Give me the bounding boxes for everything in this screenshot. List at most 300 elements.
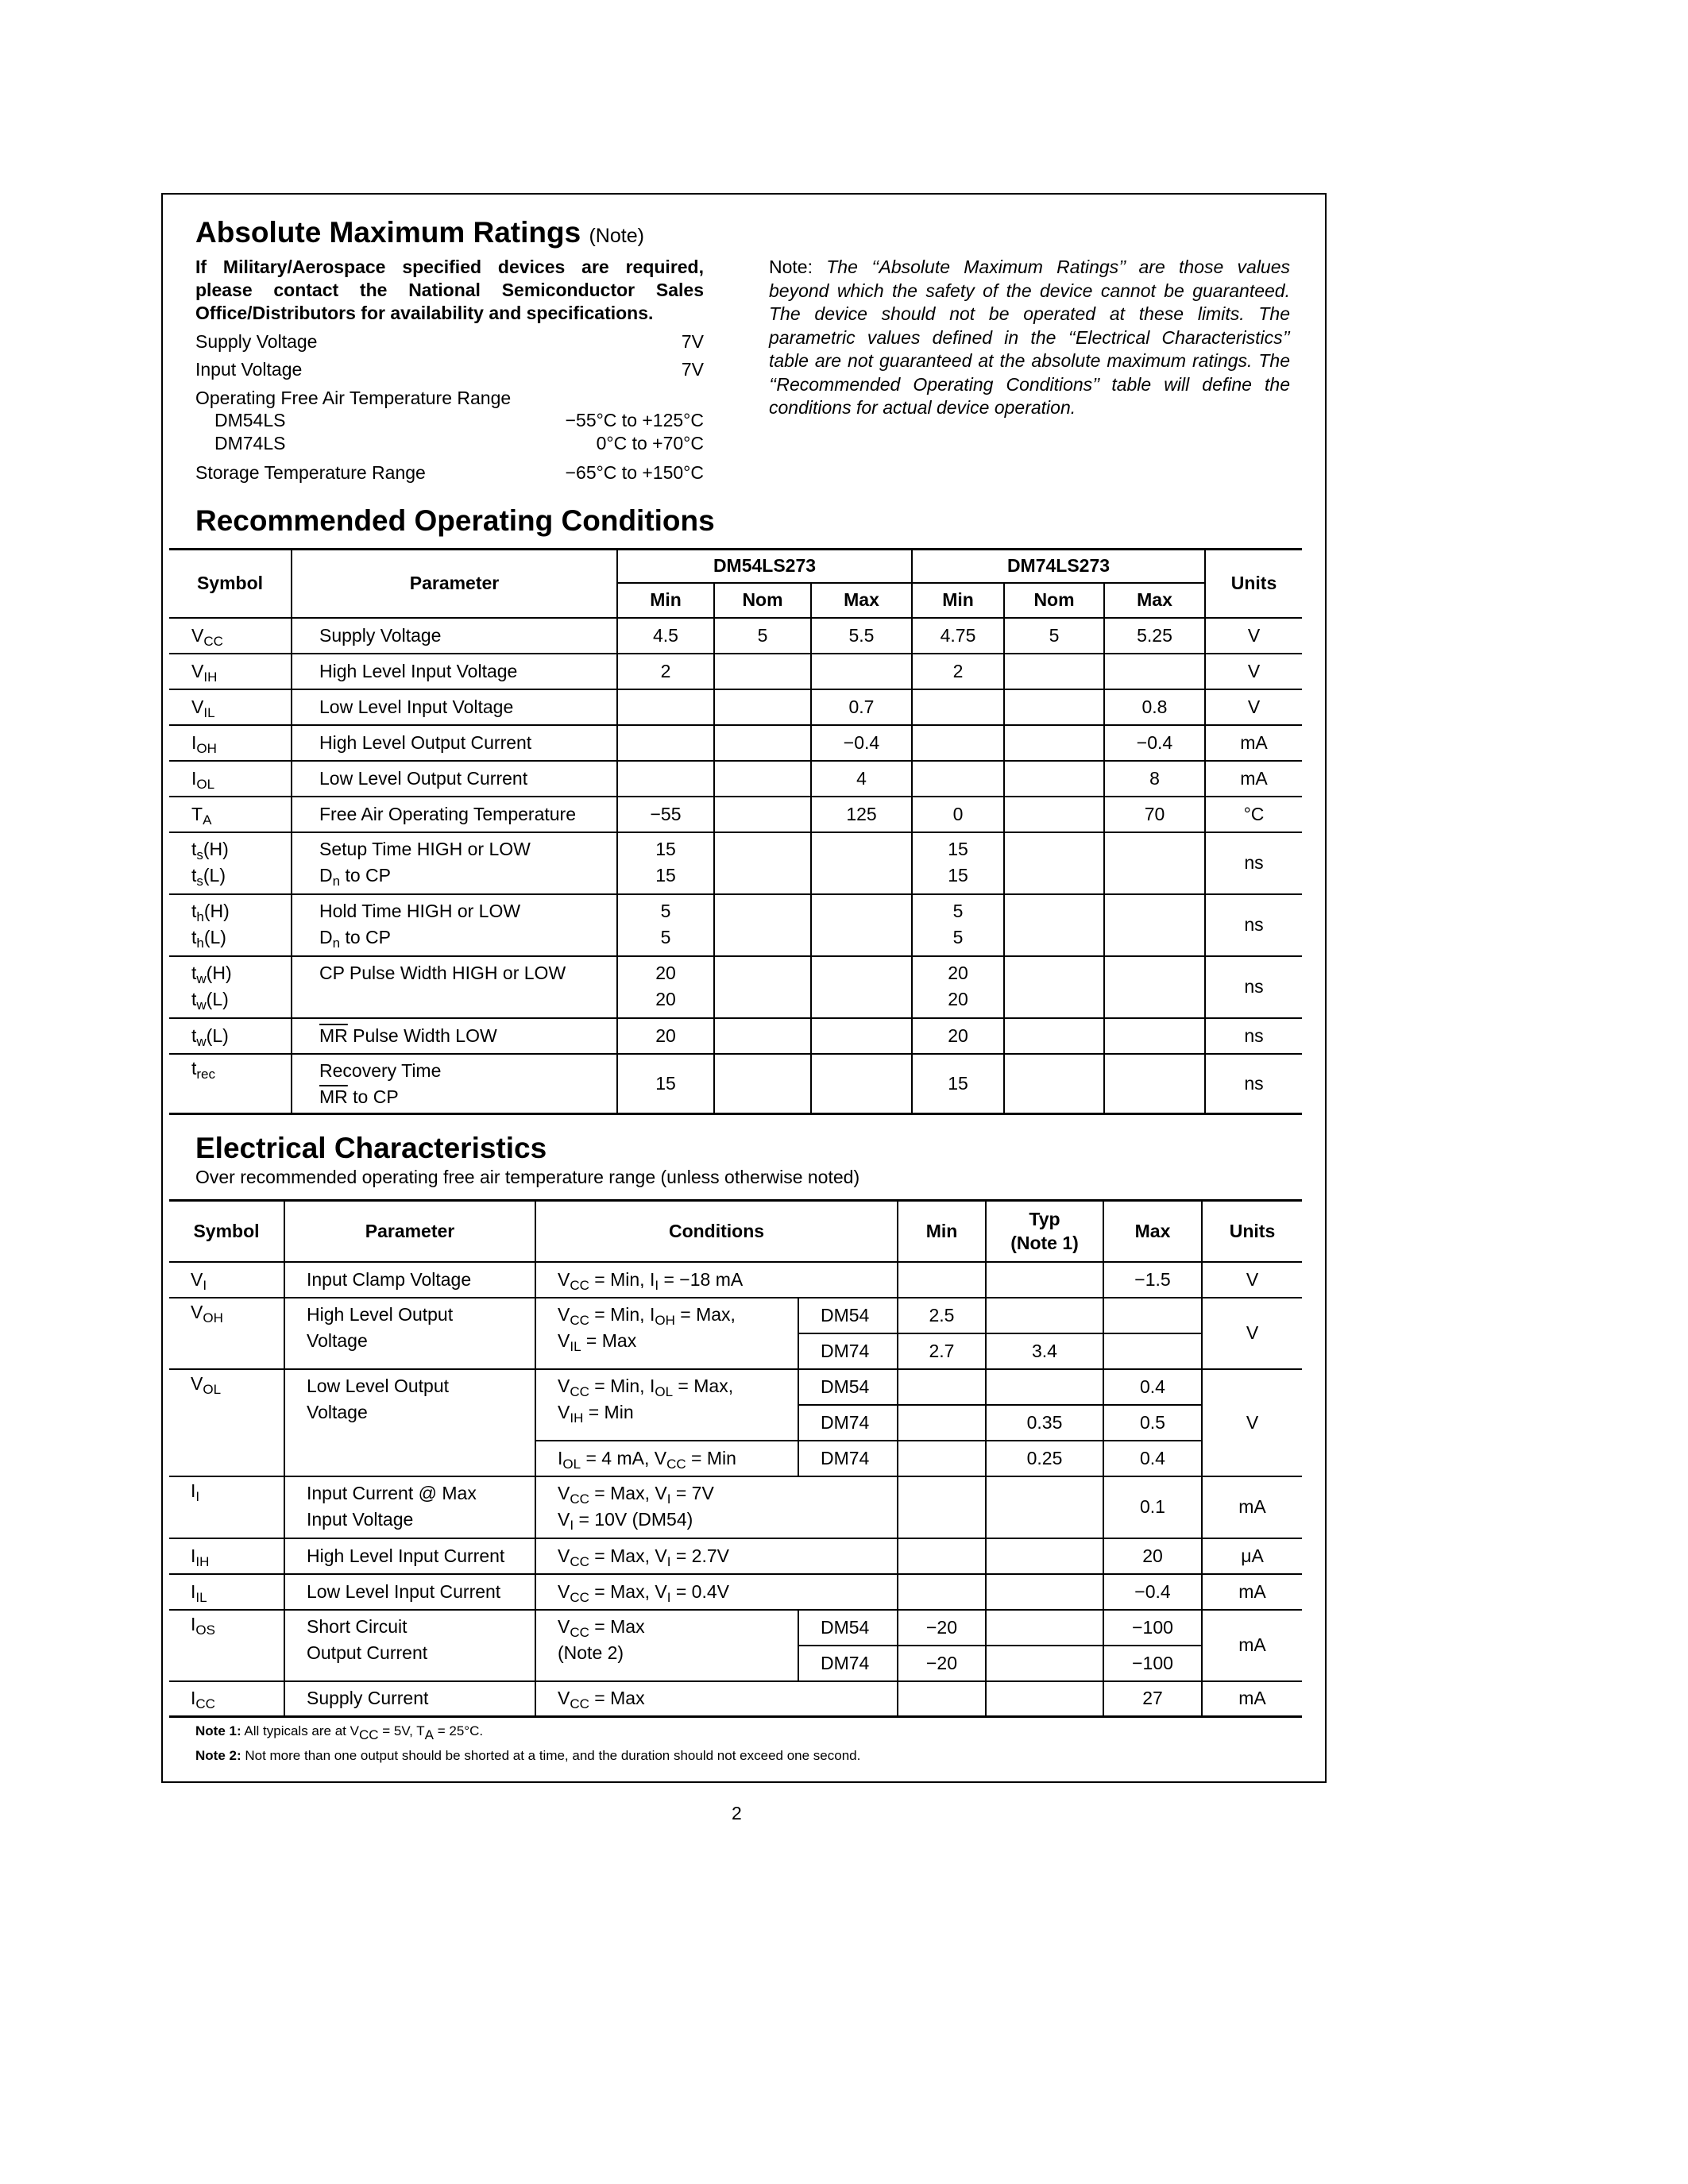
sym-suffix: (H) <box>203 838 229 859</box>
sym: t <box>191 838 197 859</box>
roc-cell <box>1004 797 1104 832</box>
sym-suffix: (L) <box>206 988 229 1009</box>
abs-max-note <box>769 256 1290 420</box>
cond: = Max, <box>673 1375 734 1396</box>
roc-cell <box>912 894 1004 956</box>
cond: = 0.4V <box>670 1580 729 1602</box>
roc-cell: 20 <box>617 1018 714 1054</box>
sym-sub: OS <box>195 1622 215 1638</box>
sym-sub: h <box>196 909 204 924</box>
ec-header-typ <box>986 1201 1103 1262</box>
roc-param <box>292 832 617 894</box>
cond: = Max, V <box>589 1545 667 1566</box>
ec-cell: 0.4 <box>1103 1369 1202 1405</box>
ec-device: DM54 <box>798 1298 898 1333</box>
roc-symbol <box>169 832 292 894</box>
sym-sub: OH <box>196 740 217 756</box>
roc-cell <box>714 761 811 797</box>
cond: V <box>558 1580 570 1602</box>
ec-cell: 27 <box>1103 1681 1202 1717</box>
roc-unit: V <box>1205 618 1302 654</box>
param-line: Voltage <box>307 1329 368 1351</box>
ec-cell: −100 <box>1103 1646 1202 1681</box>
roc-cell: 15 <box>617 1054 714 1114</box>
cond: V <box>558 1545 570 1566</box>
roc-cell <box>714 832 811 894</box>
roc-symbol <box>169 956 292 1018</box>
sym-sub: w <box>196 1033 207 1049</box>
ec-cell: 0.35 <box>986 1405 1103 1441</box>
roc-cell <box>811 1054 912 1114</box>
storage-temp-label: Storage Temperature Range <box>195 462 426 483</box>
roc-param <box>292 1018 617 1054</box>
sym-suffix: (H) <box>203 900 230 921</box>
roc-header-nom-54: Nom <box>714 583 811 618</box>
dm54-temp-value: −55°C to +125°C <box>565 410 704 430</box>
roc-param <box>292 1054 617 1114</box>
roc-row-twl <box>169 1018 1302 1054</box>
roc-cell <box>1004 894 1104 956</box>
ec-symbol <box>169 1369 284 1476</box>
roc-cell <box>714 654 811 689</box>
roc-cell <box>1004 832 1104 894</box>
param-sub: n <box>332 935 341 951</box>
cond-sub: CC <box>570 1589 589 1605</box>
ec-table <box>169 1199 1302 1718</box>
cond: = 10V (DM54) <box>574 1508 693 1530</box>
roc-cell <box>714 797 811 832</box>
sym: T <box>191 803 203 824</box>
roc-cell: 4.5 <box>617 618 714 654</box>
sym: I <box>191 767 197 789</box>
roc-cell <box>912 832 1004 894</box>
footnote-1-text: = 5V, T <box>378 1723 425 1738</box>
ec-cell <box>898 1441 986 1476</box>
cond: = Min, I <box>589 1303 655 1325</box>
roc-table <box>169 548 1302 1115</box>
roc-row-tw <box>169 956 1302 1018</box>
roc-cell <box>912 689 1004 725</box>
ec-param: Supply Current <box>284 1681 535 1717</box>
cond-sub: OL <box>655 1383 674 1399</box>
roc-unit: mA <box>1205 761 1302 797</box>
input-voltage-rating <box>195 358 704 381</box>
ec-cond <box>535 1298 798 1369</box>
roc-cell <box>912 956 1004 1018</box>
roc-header-max-74: Max <box>1104 583 1205 618</box>
ec-cell: −0.4 <box>1103 1574 1202 1610</box>
ec-unit: mA <box>1202 1476 1302 1538</box>
footnote-1-text: = 25°C. <box>434 1723 484 1738</box>
value: 15 <box>655 838 676 859</box>
roc-cell: 8 <box>1104 761 1205 797</box>
param-sub: n <box>332 873 341 889</box>
ec-header-parameter: Parameter <box>284 1201 535 1262</box>
input-voltage-label: Input Voltage <box>195 359 303 380</box>
roc-cell <box>617 761 714 797</box>
param-line: Input Current @ Max <box>307 1482 477 1503</box>
ec-cell <box>898 1681 986 1717</box>
input-voltage-value: 7V <box>681 359 704 380</box>
roc-cell <box>617 725 714 761</box>
ec-cell <box>898 1405 986 1441</box>
dm54-temp-rating <box>214 409 704 432</box>
roc-unit: V <box>1205 654 1302 689</box>
roc-symbol <box>169 725 292 761</box>
sym-sub: A <box>203 812 212 828</box>
cond-sub: CC <box>570 1553 589 1569</box>
roc-param: High Level Output Current <box>292 725 617 761</box>
roc-row-vil <box>169 689 1302 725</box>
sym-suffix: (L) <box>203 864 226 886</box>
cond: V <box>558 1268 570 1290</box>
ec-param <box>284 1369 535 1476</box>
sym-sub: I <box>203 1277 207 1293</box>
roc-cell: 5 <box>714 618 811 654</box>
roc-title: Recommended Operating Conditions <box>195 504 715 537</box>
sym: I <box>191 731 197 753</box>
ec-cond <box>535 1476 898 1538</box>
sym-sub: s <box>196 847 203 862</box>
roc-symbol <box>169 654 292 689</box>
ec-title: Electrical Characteristics <box>195 1132 547 1164</box>
roc-unit: ns <box>1205 894 1302 956</box>
roc-row-ioh <box>169 725 1302 761</box>
cond: (Note 2) <box>558 1642 624 1663</box>
supply-voltage-value: 7V <box>681 331 704 352</box>
ec-row-ios <box>169 1610 1302 1646</box>
roc-cell: 15 <box>912 1054 1004 1114</box>
ec-unit: mA <box>1202 1610 1302 1681</box>
footnote-1 <box>195 1723 484 1742</box>
value: 5 <box>952 900 964 921</box>
roc-cell <box>714 956 811 1018</box>
roc-param: CP Pulse Width HIGH or LOW <box>292 956 617 1018</box>
roc-cell <box>617 689 714 725</box>
ec-cond <box>535 1262 898 1298</box>
ec-cond <box>535 1369 798 1441</box>
roc-symbol <box>169 797 292 832</box>
abs-max-intro: If Military/Aerospace specified devices are required, please contact the National Semiconductor Sales Office/Distributors for availability and specifications. <box>195 257 704 323</box>
sym-suffix: (L) <box>206 1024 229 1046</box>
sym: t <box>191 1024 197 1046</box>
roc-unit: mA <box>1205 725 1302 761</box>
cond: = Max <box>581 1329 637 1351</box>
sym: V <box>191 1268 203 1290</box>
ec-device: DM74 <box>798 1405 898 1441</box>
ec-cell <box>1103 1333 1202 1369</box>
cond: V <box>558 1303 570 1325</box>
ec-param <box>284 1476 535 1538</box>
sym-sub: w <box>196 997 207 1013</box>
dm74-temp-rating <box>214 432 704 455</box>
ec-cell: −20 <box>898 1610 986 1646</box>
ec-row-vi <box>169 1262 1302 1298</box>
roc-unit: ns <box>1205 1054 1302 1114</box>
roc-cell <box>1004 1018 1104 1054</box>
cond: = Min, I <box>589 1268 655 1290</box>
cond-sub: IL <box>570 1338 581 1354</box>
value: 15 <box>948 864 968 886</box>
supply-voltage-rating <box>195 330 704 353</box>
value: 15 <box>948 838 968 859</box>
value: 5 <box>660 926 671 947</box>
sym: V <box>191 696 204 717</box>
ec-symbol <box>169 1476 284 1538</box>
ec-cell: −20 <box>898 1646 986 1681</box>
sym: V <box>191 1301 203 1322</box>
roc-cell: 125 <box>811 797 912 832</box>
cond-sub: I <box>666 1553 671 1569</box>
ec-cell <box>986 1574 1103 1610</box>
roc-cell <box>1004 761 1104 797</box>
ec-cell: 20 <box>1103 1538 1202 1574</box>
ec-symbol <box>169 1610 284 1681</box>
roc-cell <box>1104 894 1205 956</box>
ec-row-iih <box>169 1538 1302 1574</box>
ec-unit: V <box>1202 1298 1302 1369</box>
sym: t <box>191 988 197 1009</box>
ec-symbol <box>169 1681 284 1717</box>
ec-cell <box>986 1262 1103 1298</box>
ec-row-iil <box>169 1574 1302 1610</box>
sym: V <box>191 660 204 681</box>
ec-cond <box>535 1610 798 1681</box>
roc-cell: −55 <box>617 797 714 832</box>
ec-cell: −1.5 <box>1103 1262 1202 1298</box>
ec-cell: 0.25 <box>986 1441 1103 1476</box>
sym-sub: h <box>196 935 204 951</box>
roc-header-units: Units <box>1205 550 1302 618</box>
roc-cell: 0.8 <box>1104 689 1205 725</box>
cond-sub: I <box>570 1517 574 1533</box>
roc-cell <box>811 1018 912 1054</box>
ec-cond <box>535 1441 798 1476</box>
roc-symbol <box>169 761 292 797</box>
ec-row-vol <box>169 1369 1302 1405</box>
roc-cell <box>811 894 912 956</box>
ec-device: DM54 <box>798 1369 898 1405</box>
roc-cell: −0.4 <box>811 725 912 761</box>
ec-header-units: Units <box>1202 1201 1302 1262</box>
sym-sub: rec <box>196 1066 216 1082</box>
roc-symbol <box>169 1018 292 1054</box>
roc-cell <box>1104 832 1205 894</box>
roc-cell: 4.75 <box>912 618 1004 654</box>
param-line: Output Current <box>307 1642 428 1663</box>
roc-cell <box>617 956 714 1018</box>
roc-cell <box>1004 689 1104 725</box>
overline-mr: $\overline{MR}$ <box>319 1024 348 1046</box>
roc-param: High Level Input Voltage <box>292 654 617 689</box>
ec-header-min: Min <box>898 1201 986 1262</box>
ec-unit: V <box>1202 1369 1302 1476</box>
ec-param: High Level Input Current <box>284 1538 535 1574</box>
roc-header-parameter: Parameter <box>292 550 617 618</box>
roc-cell <box>714 725 811 761</box>
param-line: Recovery Time <box>319 1059 442 1081</box>
roc-cell <box>1004 725 1104 761</box>
cond: = 7V <box>670 1482 714 1503</box>
footnote-2-text: Not more than one output should be shorted at a time, and the duration should not exceed one second. <box>241 1748 861 1763</box>
value: 15 <box>655 864 676 886</box>
sym: t <box>191 900 197 921</box>
param-line: to CP <box>347 1086 399 1107</box>
roc-cell <box>1104 1018 1205 1054</box>
sym: V <box>191 624 204 646</box>
roc-row-iol <box>169 761 1302 797</box>
cond: = −18 mA <box>659 1268 744 1290</box>
cond: = Min, I <box>589 1375 655 1396</box>
roc-symbol <box>169 894 292 956</box>
sym: t <box>191 1057 197 1078</box>
roc-unit: ns <box>1205 956 1302 1018</box>
roc-header-min-74: Min <box>912 583 1004 618</box>
roc-cell <box>714 1054 811 1114</box>
cond: V <box>558 1329 570 1351</box>
ec-symbol <box>169 1574 284 1610</box>
roc-cell: 2 <box>617 654 714 689</box>
cond-sub: I <box>666 1491 671 1507</box>
param-line: D <box>319 926 333 947</box>
ec-cell <box>986 1476 1103 1538</box>
cond: V <box>558 1508 570 1530</box>
ec-cell: 0.1 <box>1103 1476 1202 1538</box>
ec-param <box>284 1298 535 1369</box>
sym-sub: IH <box>203 669 218 685</box>
abs-max-title <box>195 216 644 249</box>
abs-max-note-prefix: Note: <box>769 257 813 277</box>
roc-cell: 0 <box>912 797 1004 832</box>
ec-cell <box>898 1538 986 1574</box>
storage-temp-value: −65°C to +150°C <box>565 462 704 483</box>
roc-cell: 20 <box>912 1018 1004 1054</box>
roc-cell <box>714 689 811 725</box>
cond: V <box>558 1688 570 1709</box>
ec-cell <box>986 1538 1103 1574</box>
roc-symbol <box>169 689 292 725</box>
cond: V <box>558 1482 570 1503</box>
cond: = Max <box>589 1615 645 1637</box>
ec-cell <box>986 1646 1103 1681</box>
cond-sub: CC <box>570 1696 589 1712</box>
value: 20 <box>655 962 676 983</box>
cond-sub: CC <box>666 1456 686 1472</box>
roc-cell <box>811 956 912 1018</box>
roc-cell: 5.25 <box>1104 618 1205 654</box>
roc-cell <box>1104 956 1205 1018</box>
roc-cell <box>912 725 1004 761</box>
abs-max-title-note: (Note) <box>589 225 644 247</box>
ec-unit: mA <box>1202 1681 1302 1717</box>
cond-sub: CC <box>570 1277 589 1293</box>
storage-temp-rating <box>195 461 704 484</box>
footnote-1-sub: CC <box>358 1727 379 1742</box>
roc-cell <box>1104 1054 1205 1114</box>
sym-sub: IL <box>203 704 215 720</box>
roc-row-trec <box>169 1054 1302 1114</box>
param-line: Hold Time HIGH or LOW <box>319 900 521 921</box>
ec-unit: mA <box>1202 1574 1302 1610</box>
roc-cell <box>912 761 1004 797</box>
abs-max-note-text: The ‘‘Absolute Maximum Ratings’’ are those values beyond which the safety of the device cannot be guaranteed. The device should not be operated at these limits. The parametric values defined in the ‘‘Electrical Characteristics’’ table are not guaranteed at the absolute maximum ratings. The ‘‘Recommended Operating Conditions’’ table will define the conditions for actual device operation. <box>769 257 1291 418</box>
roc-param <box>292 894 617 956</box>
sym-sub: I <box>195 1488 200 1504</box>
footnote-1-label: Note 1: <box>195 1723 241 1738</box>
ec-symbol <box>169 1262 284 1298</box>
roc-unit: ns <box>1205 1018 1302 1054</box>
cond: = Min <box>686 1447 736 1468</box>
cond: = Min <box>583 1401 634 1422</box>
op-temp-label: Operating Free Air Temperature Range <box>195 388 512 408</box>
ec-cell: −100 <box>1103 1610 1202 1646</box>
sym: I <box>191 1613 196 1634</box>
sym-sub: OL <box>203 1381 222 1397</box>
param-line: to CP <box>340 864 392 886</box>
cond-sub: I <box>655 1277 659 1293</box>
param-line: Setup Time HIGH or LOW <box>319 838 531 859</box>
roc-cell <box>617 832 714 894</box>
roc-cell <box>1004 1054 1104 1114</box>
roc-param: Low Level Input Voltage <box>292 689 617 725</box>
ec-cond <box>535 1538 898 1574</box>
sym-sub: IL <box>195 1589 207 1605</box>
roc-cell: −0.4 <box>1104 725 1205 761</box>
ec-cell: 0.5 <box>1103 1405 1202 1441</box>
sym: I <box>191 1480 196 1501</box>
ec-device: DM54 <box>798 1610 898 1646</box>
cond: V <box>558 1401 570 1422</box>
roc-cell: 2 <box>912 654 1004 689</box>
param-line: to CP <box>340 926 392 947</box>
footnote-1-text: All typicals are at V <box>241 1723 359 1738</box>
dm74-label: DM74LS <box>214 433 286 453</box>
cond-sub: OL <box>562 1456 581 1472</box>
ec-cell <box>898 1476 986 1538</box>
roc-symbol <box>169 1054 292 1114</box>
ec-subtitle: Over recommended operating free air temperature range (unless otherwise noted) <box>195 1167 860 1187</box>
footnote-2-label: Note 2: <box>195 1748 241 1763</box>
ec-row-ii <box>169 1476 1302 1538</box>
ec-symbol <box>169 1538 284 1574</box>
ec-cell <box>986 1298 1103 1333</box>
abs-max-title-text: Absolute Maximum Ratings <box>195 216 581 249</box>
sym-sub: w <box>196 970 207 986</box>
roc-cell <box>811 832 912 894</box>
cond: = Max, V <box>589 1482 667 1503</box>
dm74-temp-value: 0°C to +70°C <box>596 433 704 453</box>
roc-param: Free Air Operating Temperature <box>292 797 617 832</box>
roc-cell <box>811 654 912 689</box>
ec-cell: 2.5 <box>898 1298 986 1333</box>
value: 20 <box>655 988 676 1009</box>
sym: t <box>191 864 197 886</box>
roc-header-symbol: Symbol <box>169 550 292 618</box>
cond: = Max, V <box>589 1580 667 1602</box>
roc-cell <box>1104 654 1205 689</box>
ec-unit: V <box>1202 1262 1302 1298</box>
ec-cell <box>986 1610 1103 1646</box>
cond-sub: OH <box>655 1312 675 1328</box>
cond: V <box>558 1375 570 1396</box>
roc-unit: °C <box>1205 797 1302 832</box>
roc-cell <box>1004 654 1104 689</box>
roc-cell: 5.5 <box>811 618 912 654</box>
sym-sub: OL <box>196 776 215 792</box>
value: 20 <box>948 988 968 1009</box>
param-line: D <box>319 864 333 886</box>
sym: I <box>191 1545 196 1566</box>
